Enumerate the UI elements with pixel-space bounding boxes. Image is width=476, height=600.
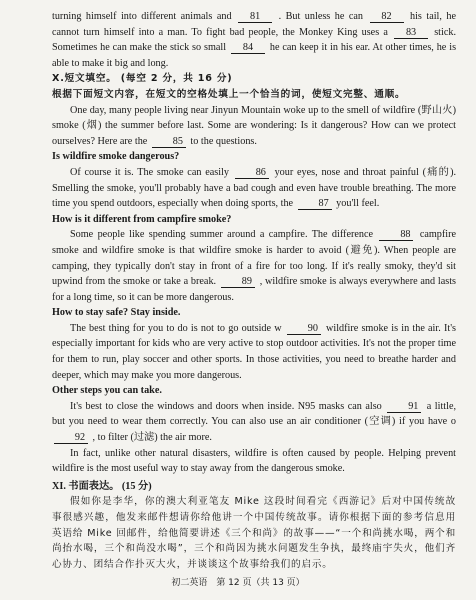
paragraph: turning himself into different animals and 81 . But unless he can 82 his tail, he cannot turn himself into a man. To fight bad people, the Monkey King uses a 83 stick. Sometimes he can make the stick so small 84 he can keep it in his ear. At other times, he is able to make it big and long.: [52, 11, 457, 69]
page-footer: 初二英语 第 12 页（共 13 页）: [171, 578, 305, 589]
paragraph: One day, many people living near Jinyun Mountain woke up to the smell of wildfire (野山火) smoke (烟) the summer before last. Some are wondering: Is it dangerous? How can we protect ourselves? Here are the 85 to the questions.: [52, 104, 456, 147]
paragraph: Some people like spending summer around a campfire. The difference 88 campfire smoke and wildfire smoke is that wildfire smoke is harder to avoid (避免). When people are camping, they typically don't stay in front of a fire for too long. If it's really smoky, they'd sit upwind from the smoke or take a break. 89 , wildfire smoke is always everywhere and lasts for a long time, so it can be more dangerous.: [52, 229, 457, 303]
paragraph: In fact, unlike other natural disasters, wildfire is often caused by people. Helping prevent wildfire is the most useful way to stay away from the dangerous smoke.: [52, 447, 456, 475]
section-instruction: 根据下面短文内容，在短文的空格处填上一个恰当的词，使短文完整、通顺。: [52, 88, 406, 100]
answer-blank[interactable]: 90: [287, 323, 321, 335]
subheading: Other steps you can take.: [52, 385, 162, 397]
subheading: How to stay safe? Stay inside.: [52, 307, 181, 319]
answer-blank[interactable]: 87: [298, 198, 332, 210]
paragraph: Of course it is. The smoke can easily 86 your eyes, nose and throat painful (痛的). Smelling the smoke, you'll probably have a bad cough and even have trouble breathing. The more time you spend outdoors, especially when doing sports, the 87 you'll feel.: [52, 166, 457, 210]
answer-blank[interactable]: 86: [235, 167, 269, 179]
answer-blank[interactable]: 82: [370, 11, 404, 23]
paragraph: It's best to close the windows and doors when inside. N95 masks can also 91 a little, but you need to wear them correctly. You can also use an air conditioner (空调) if you have o 92 , to filter (过滤) the air more.: [52, 400, 457, 444]
section-heading: XI. 书面表达。 (15 分): [52, 480, 152, 492]
paragraph: The best thing for you to do is not to go outside w 90 wildfire smoke is in the air. It's especially important for kids who are very active to stop outdoor activities. It's not the proper time for them to run, play soccer and other sports. In those activities, you need to breathe harder and deeper, which may make you more dangerous.: [52, 322, 456, 381]
subheading: How is it different from campfire smoke?: [52, 213, 232, 225]
section-heading: X.短文填空。 (每空 2 分，共 16 分): [52, 73, 233, 85]
answer-blank[interactable]: 88: [379, 229, 413, 241]
answer-blank[interactable]: 91: [387, 401, 421, 413]
answer-blank[interactable]: 81: [238, 11, 272, 23]
subheading: Is wildfire smoke dangerous?: [52, 151, 180, 163]
writing-prompt: 假如你是李华，你的澳大利亚笔友 Mike 这段时间看完《西游记》后对中国传统故事很感兴趣，他发来邮件想请你给他讲一个中国传统故事。请你根据下面的参考信息用英语给 Mike 回邮件，给他简要讲述《三个和尚》的故事——“一个和尚挑水喝，两个和尚抬水喝，三个和尚没水喝”，三个和尚因为挑水问题发生争执，最终庙宇失火，他们齐心协力、团结合作扑灭大火，并谈谈这个故事给我们的启示。: [52, 496, 456, 570]
answer-blank[interactable]: 92: [54, 432, 88, 444]
answer-blank[interactable]: 83: [394, 27, 428, 39]
answer-blank[interactable]: 85: [152, 136, 186, 148]
answer-blank[interactable]: 89: [221, 276, 255, 288]
answer-blank[interactable]: 84: [231, 42, 265, 54]
